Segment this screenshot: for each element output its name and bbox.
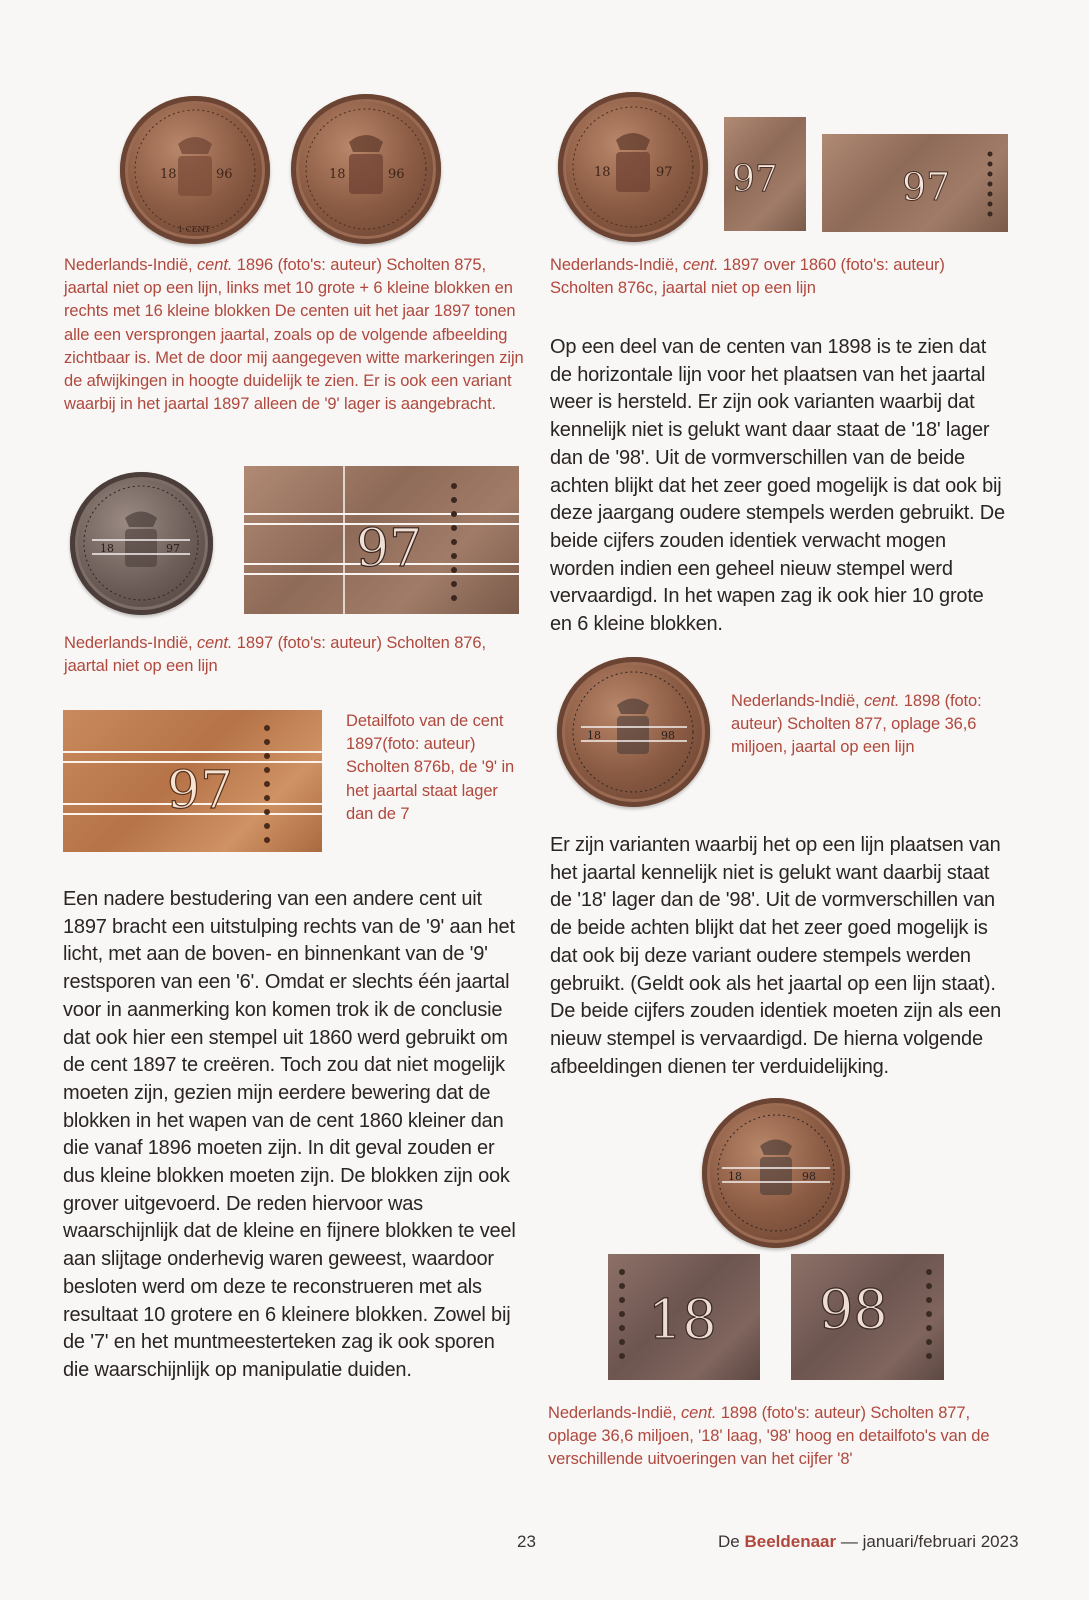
coin-1898-year-left: 18 — [587, 729, 601, 742]
caption-1898-details: Nederlands-Indië, cent. 1898 (foto's: auteur) Scholten 877, oplage 36,6 miljoen, '18' laag, '98' hoog en detailfoto's van de verschillende uitvoeringen van het cijfer '8' — [548, 1404, 990, 1469]
coin-1896-year-left: 18 — [160, 167, 177, 182]
coin-1897-year-right: 97 — [166, 542, 180, 555]
paragraph-right-1: Op een deel van de centen van 1898 is te zien dat de horizontale lijn voor het plaatsen van het jaartal weer is hersteld. Er zijn ook varianten waarbij dat kennelijk niet is gelukt want daar staat de '18' lager dan de '98'. Uit de vormverschillen van de beide achten blijkt dat het zeer goed mogelijk is dat ook bij deze jaargang oudere stempels werden gebruikt. De beide cijfers zouden identiek verwacht mogen worden indien een geheel nieuw stempel werd vervaardigd. In het wapen zag ik ook hier 10 grote en 6 kleine blokken. — [550, 336, 1005, 636]
detail-1897-markings — [244, 466, 519, 614]
caption-detail-1897: Detailfoto van de cent 1897(foto: auteur) Scholten 876b, de '9' in het jaartal staat lager dan de 7 — [346, 712, 515, 823]
detail-1897-97-wide — [822, 134, 1008, 232]
detail-97-text-b: 97 — [902, 165, 951, 209]
paragraph-left-1: Een nadere bestudering van een andere cent uit 1897 bracht een uitstulping rechts van de '9' aan het licht, met aan de boven- en binnenkant van de '9' restsporen van een '6'. Omdat er slechts één jaartal voor in aanmerking kon komen trok ik de conclusie dat ook hier een stempel uit 1860 werd gebruikt om de cent 1897 te creëren. Toch zou dat niet mogelijk moeten zijn, gezien mijn eerdere bewering dat de blokken in het wapen van de cent 1860 kleiner dan die vanaf 1896 moeten zijn. In dit geval zouden er dus kleine blokken moeten zijn. De blokken zijn ook grover uitgevoerd. De reden hiervoor was waarschijnlijk dat de kleine en fijnere blokken te veel aan slijtage onderhevig waren geweest, waardoor besloten werd om deze te reconstrueren met als resultaat 10 grotere en 6 kleinere blokken. Zowel bij de '7' en het muntmeesterteken zag ik ook sporen die waarschijnlijk op manipulatie duiden. — [63, 888, 516, 1381]
coin-1896-denomination: 1 CENT — [178, 225, 210, 234]
page-number: 23 — [517, 1532, 536, 1551]
paragraph-right-2: Er zijn varianten waarbij het op een lijn plaatsen van het jaartal kennelijk niet is gelukt want daarbij staat de '18' lager dan de '98'. Uit de vormverschillen van de beide achten blijkt dat het zeer goed mogelijk is dat ook bij deze variant oudere stempels werden gebruikt. (Geldt ook als het jaartal op een lijn staat). De beide cijfers zouden identiek moeten zijn als een nieuw stempel is vervaardigd. De hierna volgende afbeeldingen dienen ter verduidelijking. — [550, 834, 1001, 1078]
detail-18-text: 18 — [648, 1288, 717, 1351]
coin-1897c-year-right: 97 — [656, 165, 673, 180]
coin-1897c-year-left: 18 — [594, 165, 611, 180]
coin-1896b-year-left: 18 — [329, 167, 346, 182]
coin-1896-obverse — [120, 96, 270, 244]
caption-1897: Nederlands-Indië, cent. 1897 (foto's: auteur) Scholten 876, jaartal niet op een lijn — [64, 634, 486, 676]
detail-97-text-d: 97 — [167, 761, 234, 821]
coin-1897-over-1860 — [558, 92, 708, 242]
coin-1898b-year-right: 98 — [802, 1170, 816, 1183]
detail-98-text: 98 — [819, 1278, 888, 1341]
detail-97-text-a: 97 — [732, 159, 778, 200]
detail-1898-98 — [791, 1254, 944, 1380]
coin-1896-obverse-2 — [291, 94, 441, 244]
magazine-issue: — januari/februari 2023 — [836, 1532, 1019, 1551]
detail-1898-18 — [608, 1254, 760, 1380]
coin-1898-obverse — [557, 657, 710, 807]
caption-1896: Nederlands-Indië, cent. 1896 (foto's: auteur) Scholten 875, jaartal niet op een lijn, links met 10 grote + 6 kleine blokken en rechts met 16 kleine blokken De centen uit het jaar 1897 tonen alle een versprongen jaartal, zoals op de volgende afbeelding zichtbaar is. Met de door mij aangegeven witte markeringen zijn de afwijkingen in hoogte duidelijk te zien. Er is ook een variant waarbij in het jaartal 1897 alleen de '9' lager is aangebracht. — [64, 256, 524, 414]
coin-1897-obverse — [70, 472, 213, 615]
caption-1897-over-1860: Nederlands-Indië, cent. 1897 over 1860 (foto's: auteur) Scholten 876c, jaartal niet op een lijn — [550, 256, 945, 298]
coin-1896b-year-right: 96 — [388, 167, 405, 182]
caption-1898: Nederlands-Indië, cent. 1898 (foto: auteur) Scholten 877, oplage 36,6 miljoen, jaartal op een lijn — [731, 692, 982, 757]
magazine-footer — [718, 1532, 1019, 1552]
magazine-name: Beeldenaar — [744, 1532, 837, 1551]
detail-1897-scholten-876b — [63, 710, 322, 852]
coin-1896-year-right: 96 — [216, 167, 233, 182]
coin-1898b-year-left: 18 — [728, 1170, 742, 1183]
coin-1898-year-right: 98 — [661, 729, 675, 742]
coin-1897-year-left: 18 — [100, 542, 114, 555]
coin-1898-obverse-2 — [702, 1098, 850, 1248]
detail-1897-97-small — [724, 117, 806, 231]
magazine-prefix: De — [718, 1532, 745, 1551]
detail-97-text-c: 97 — [356, 519, 423, 579]
